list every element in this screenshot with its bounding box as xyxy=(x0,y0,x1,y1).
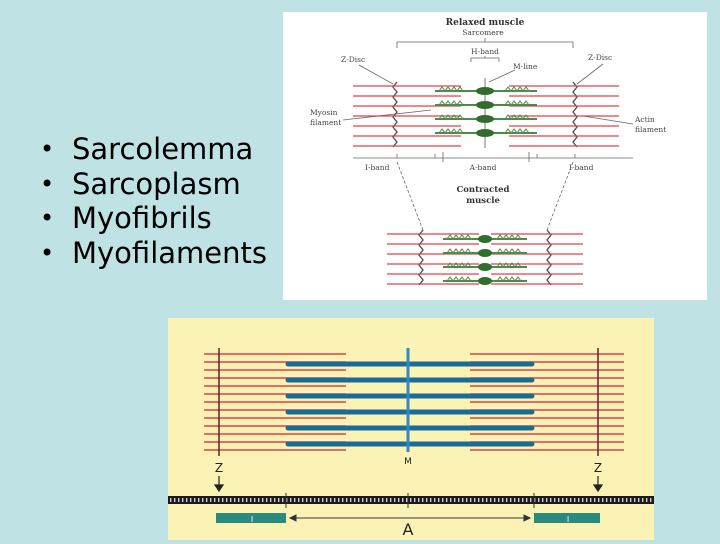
h-band-label: H-band xyxy=(471,47,499,56)
i-band-left-label: I-band xyxy=(365,163,390,172)
bullet-item: • Myofibrils xyxy=(40,201,267,236)
bullet-item: • Sarcolemma xyxy=(40,132,267,167)
m-line-label: M-line xyxy=(513,62,538,71)
actin-filaments xyxy=(204,354,624,450)
myosin-filaments xyxy=(288,364,532,444)
actin-label-2: filament xyxy=(635,125,667,134)
bullet-item: • Myofilaments xyxy=(40,236,267,271)
z-disc-left-label: Z-Disc xyxy=(341,55,366,64)
myosin-label-2: filament xyxy=(310,118,342,127)
scale-bar-ticks xyxy=(168,498,654,502)
i-band-right-label: I-band xyxy=(569,163,594,172)
a-label: A xyxy=(402,520,414,539)
m-label: M xyxy=(404,457,412,467)
relaxed-myosin-filaments xyxy=(435,78,537,148)
z-disc-right-label: Z-Disc xyxy=(588,53,613,62)
i-label-left: I xyxy=(250,515,254,524)
sarcomere-diagram-relaxed-contracted xyxy=(283,12,707,300)
z-arrows xyxy=(215,476,602,491)
myosin-label: Myosin xyxy=(310,108,338,117)
z-label-right: Z xyxy=(593,461,603,475)
i-label-right: I xyxy=(566,515,570,524)
bullet-item: • Sarcoplasm xyxy=(40,167,267,202)
contracted-title: Contracted xyxy=(456,185,510,195)
actin-label: Actin xyxy=(635,115,655,124)
a-band-label: A-band xyxy=(469,163,497,172)
contracted-myosin-filaments xyxy=(443,235,527,285)
bullet-list xyxy=(40,132,267,270)
sarcomere-label: Sarcomere xyxy=(462,28,504,37)
contracted-title-2: muscle xyxy=(466,196,500,206)
relaxed-title: Relaxed muscle xyxy=(445,18,525,28)
z-label-left: Z xyxy=(214,461,224,475)
sarcomere-schematic xyxy=(168,318,654,540)
